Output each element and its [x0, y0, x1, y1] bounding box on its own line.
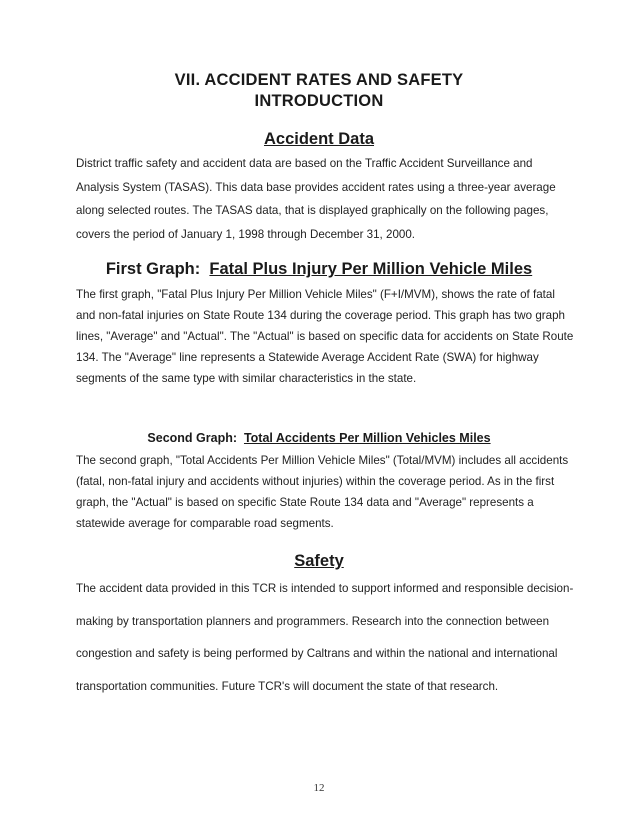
page-title: VII. ACCIDENT RATES AND SAFETY	[174, 71, 464, 89]
accident-data-heading: Accident Data	[263, 130, 375, 148]
page-number: 12	[313, 782, 325, 794]
safety-paragraph: The accident data provided in this TCR is intended to support informed and responsible decision-making by transportation planners and programmers. Research into the connection between congestion and safety is being performed by Caltrans and within the national and international transportation communities. Future TCR's will document the state of that research.	[76, 582, 574, 693]
first-graph-title: Fatal Plus Injury Per Million Vehicle Miles	[209, 260, 533, 278]
page-subtitle: INTRODUCTION	[254, 92, 384, 110]
second-graph-paragraph: The second graph, "Total Accidents Per Million Vehicle Miles" (Total/MVM) includes all accidents (fatal, non-fatal injury and accidents without injuries) within the coverage period. As in the first graph, the "Actual" is based on specific State Route 134 data and "Average" represents a statewide average for comparable road segments.	[76, 454, 569, 530]
second-graph-title: Total Accidents Per Million Vehicles Miles	[243, 431, 491, 445]
second-graph-heading: Second Graph: Total Accidents Per Million Vehicles Miles	[147, 431, 491, 445]
first-graph-heading: First Graph: Fatal Plus Injury Per Million Vehicle Miles	[105, 260, 533, 278]
accident-data-paragraph: District traffic safety and accident data are based on the Traffic Accident Surveillance and Analysis System (TASAS). This data base provides accident rates using a three-year average along selected routes. The TASAS data, that is displayed graphically on the following pages, covers the period of January 1, 1998 through December 31, 2000.	[76, 157, 556, 241]
first-graph-paragraph: The first graph, "Fatal Plus Injury Per Million Vehicle Miles" (F+I/MVM), shows the rate of fatal and non-fatal injuries on State Route 134 during the coverage period. This graph has two graph lines, "Average" and "Actual". The "Actual" is based on specific data for accidents on State Route 134. The "Average" line represents a Statewide Average Accident Rate (SWA) for highway segments of the same type with similar characteristics in the state.	[76, 288, 574, 385]
safety-heading: Safety	[294, 552, 344, 570]
